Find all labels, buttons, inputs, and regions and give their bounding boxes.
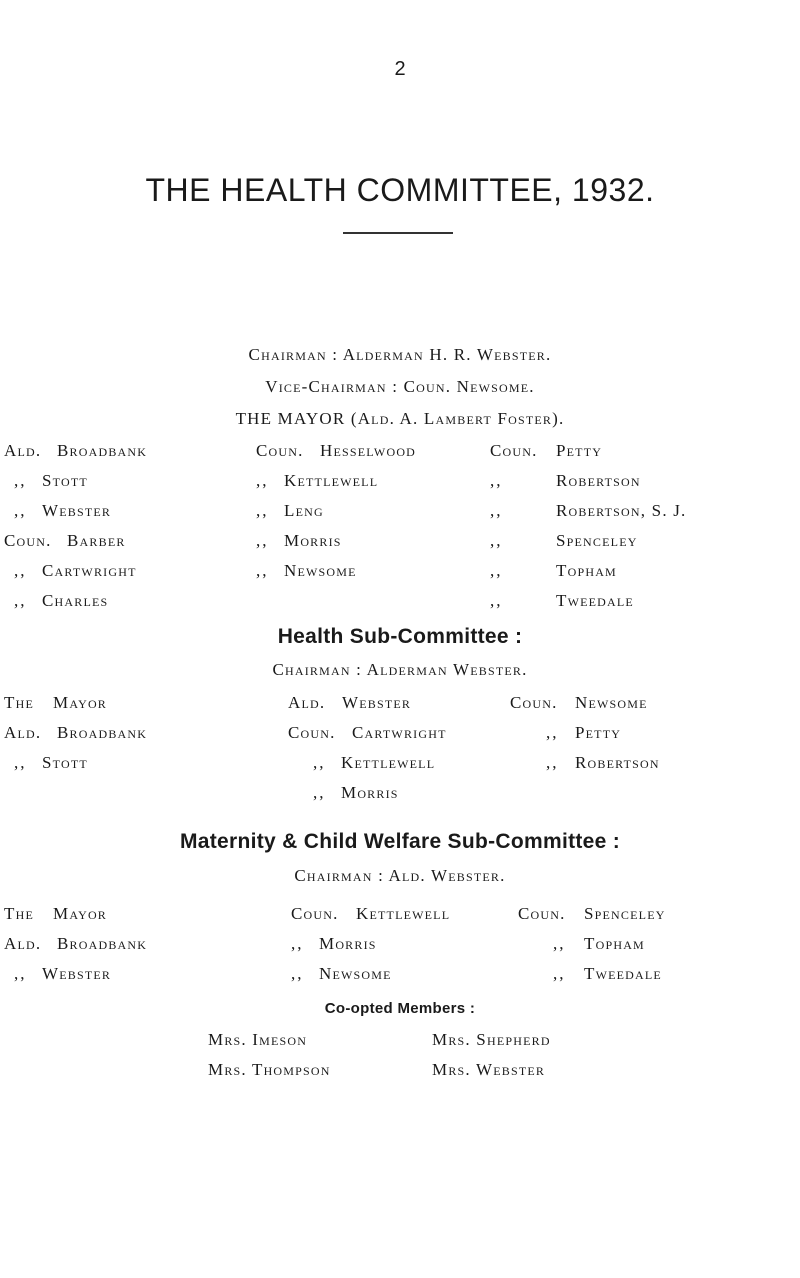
member-prefix: ,, bbox=[313, 753, 326, 772]
member-name: Newsome bbox=[319, 964, 392, 983]
member-name: Newsome bbox=[575, 693, 648, 712]
member-name: Stott bbox=[42, 753, 88, 772]
member-prefix: ,, bbox=[291, 964, 304, 983]
member-prefix: ,, bbox=[256, 561, 269, 580]
member-prefix: ,, bbox=[14, 591, 27, 610]
member-name: Barber bbox=[67, 531, 126, 550]
member-name: Mayor bbox=[53, 904, 108, 923]
member-prefix: ,, bbox=[490, 591, 503, 610]
member-name: Morris bbox=[319, 934, 377, 953]
member-prefix: Ald. bbox=[288, 693, 326, 712]
coopted-member: Mrs. Shepherd bbox=[432, 1030, 551, 1049]
page-number: 2 bbox=[394, 58, 406, 80]
member-prefix: ,, bbox=[256, 531, 269, 550]
member-prefix: ,, bbox=[256, 501, 269, 520]
member-name: Morris bbox=[284, 531, 342, 550]
coopted-member: Mrs. Thompson bbox=[208, 1060, 331, 1079]
member-prefix: Coun. bbox=[490, 441, 538, 460]
member-prefix: Coun. bbox=[510, 693, 558, 712]
member-name: Petty bbox=[575, 723, 622, 742]
member-name: Petty bbox=[556, 441, 603, 460]
member-prefix: ,, bbox=[490, 531, 503, 550]
member-name: Cartwright bbox=[42, 561, 137, 580]
member-name: Tweedale bbox=[556, 591, 634, 610]
committee-vice-chairman: Vice-Chairman : Coun. Newsome. bbox=[265, 377, 535, 396]
member-name: Charles bbox=[42, 591, 109, 610]
member-prefix: Coun. bbox=[518, 904, 566, 923]
member-prefix: ,, bbox=[14, 501, 27, 520]
committee-mayor: THE MAYOR (Ald. A. Lambert Foster). bbox=[235, 409, 565, 428]
member-prefix: ,, bbox=[553, 964, 566, 983]
member-prefix: The bbox=[4, 693, 34, 712]
member-name: Broadbank bbox=[57, 723, 148, 742]
member-name: Webster bbox=[42, 501, 112, 520]
member-name: Mayor bbox=[53, 693, 108, 712]
member-name: Topham bbox=[556, 561, 617, 580]
member-prefix: ,, bbox=[490, 561, 503, 580]
member-name: Kettlewell bbox=[284, 471, 379, 490]
member-prefix: ,, bbox=[546, 753, 559, 772]
member-name: Leng bbox=[284, 501, 324, 520]
member-name: Broadbank bbox=[57, 441, 148, 460]
member-name: Tweedale bbox=[584, 964, 662, 983]
member-name: Hesselwood bbox=[320, 441, 417, 460]
member-name: Stott bbox=[42, 471, 88, 490]
member-prefix: ,, bbox=[313, 783, 326, 802]
member-prefix: Ald. bbox=[4, 441, 42, 460]
member-prefix: ,, bbox=[14, 964, 27, 983]
coopted-heading: Co-opted Members : bbox=[324, 1000, 476, 1017]
member-name: Robertson bbox=[575, 753, 660, 772]
member-name: Cartwright bbox=[352, 723, 447, 742]
health-sub-chairman: Chairman : Alderman Webster. bbox=[272, 660, 528, 679]
member-name: Broadbank bbox=[57, 934, 148, 953]
member-prefix: ,, bbox=[14, 753, 27, 772]
member-name: Kettlewell bbox=[356, 904, 451, 923]
member-name: Morris bbox=[341, 783, 399, 802]
member-prefix: ,, bbox=[553, 934, 566, 953]
member-prefix: ,, bbox=[256, 471, 269, 490]
member-prefix: Ald. bbox=[4, 723, 42, 742]
member-name: Robertson bbox=[556, 471, 641, 490]
coopted-member: Mrs. Imeson bbox=[208, 1030, 308, 1049]
title-divider bbox=[343, 232, 453, 234]
member-prefix: The bbox=[4, 904, 34, 923]
coopted-member: Mrs. Webster bbox=[432, 1060, 546, 1079]
member-name: Topham bbox=[584, 934, 645, 953]
page-title: THE HEALTH COMMITTEE, 1932. bbox=[145, 172, 655, 208]
member-name: Spenceley bbox=[556, 531, 638, 550]
member-prefix: ,, bbox=[490, 471, 503, 490]
member-name: Spenceley bbox=[584, 904, 666, 923]
member-prefix: ,, bbox=[546, 723, 559, 742]
maternity-sub-heading: Maternity & Child Welfare Sub-Committee : bbox=[179, 830, 621, 853]
member-prefix: ,, bbox=[490, 501, 503, 520]
member-prefix: Coun. bbox=[288, 723, 336, 742]
member-name: Webster bbox=[42, 964, 112, 983]
member-name: Newsome bbox=[284, 561, 357, 580]
member-prefix: ,, bbox=[291, 934, 304, 953]
health-sub-heading: Health Sub-Committee : bbox=[277, 625, 523, 648]
member-prefix: Coun. bbox=[256, 441, 304, 460]
member-prefix: Ald. bbox=[4, 934, 42, 953]
member-name: Kettlewell bbox=[341, 753, 436, 772]
committee-chairman: Chairman : Alderman H. R. Webster. bbox=[248, 345, 552, 364]
maternity-sub-chairman: Chairman : Ald. Webster. bbox=[294, 866, 506, 885]
member-name: Webster bbox=[342, 693, 412, 712]
member-prefix: Coun. bbox=[291, 904, 339, 923]
member-prefix: Coun. bbox=[4, 531, 52, 550]
member-prefix: ,, bbox=[14, 561, 27, 580]
member-prefix: ,, bbox=[14, 471, 27, 490]
member-name: Robertson, S. J. bbox=[556, 501, 687, 520]
